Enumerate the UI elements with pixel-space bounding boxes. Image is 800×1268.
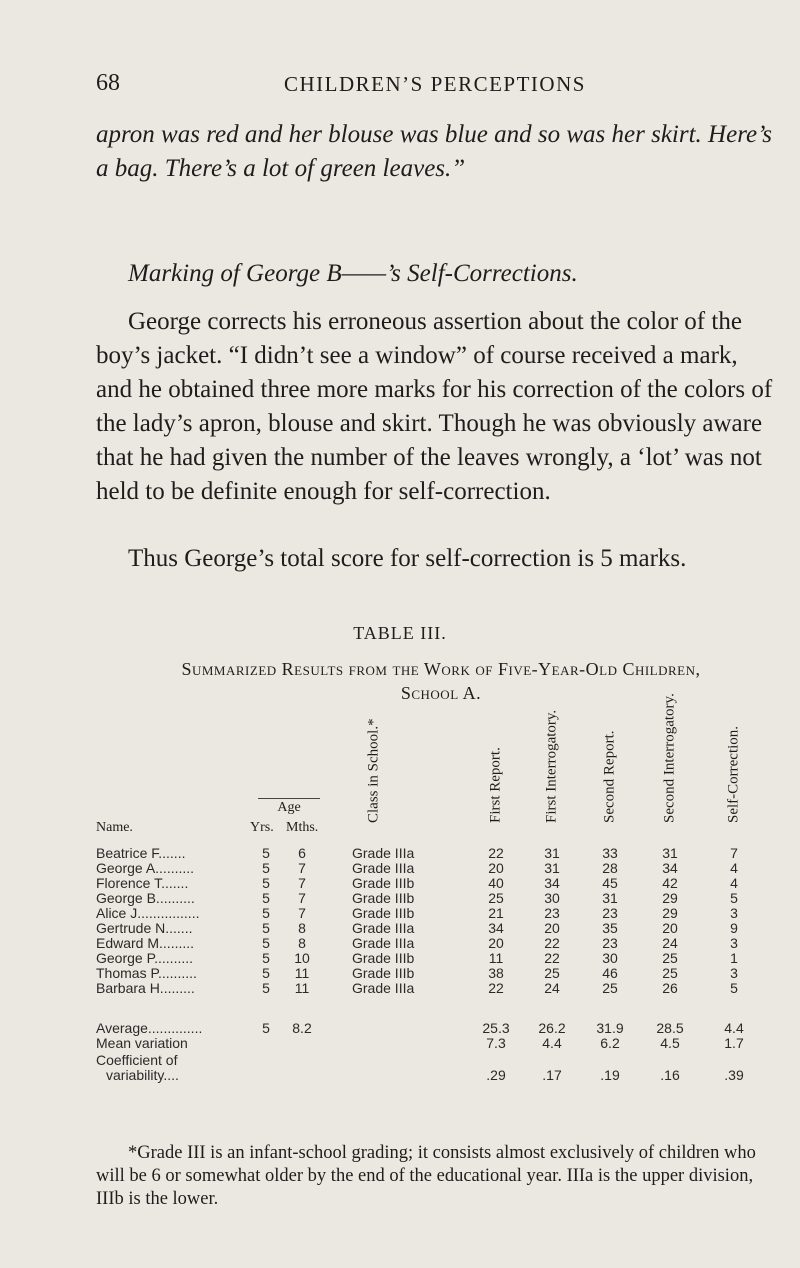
table-row — [0, 935, 800, 950]
coef-first-report: .29 — [486, 1067, 506, 1083]
cell-name: Beatrice F....... — [96, 845, 186, 861]
cell-mths: 6 — [298, 845, 306, 861]
coef-second-report: .19 — [600, 1067, 620, 1083]
coef-first-interrogatory: .17 — [542, 1067, 562, 1083]
header-mths: Mths. — [286, 820, 319, 835]
cell-second-report: 23 — [602, 905, 618, 921]
header-age: Age — [258, 798, 320, 816]
summary-row-mean-variation — [0, 1035, 800, 1050]
cell-class: Grade IIIa — [352, 860, 415, 876]
cell-name: Barbara H......... — [96, 980, 195, 996]
summary-row-coefficient — [0, 1067, 800, 1082]
table-caption-line-1: Summarized Results from the Work of Five-Year-Old Children, — [181, 659, 701, 679]
cell-name: George P.......... — [96, 950, 194, 966]
header-second-report: Second Report. — [601, 730, 618, 823]
coef-second-interrogatory: .16 — [660, 1067, 680, 1083]
cell-first-report: 38 — [488, 965, 504, 981]
summary-row-average — [0, 1020, 800, 1035]
paragraph-george-corrections: George corrects his erroneous assertion about the color of the boy’s jacket. “I didn’t see a window” of course received a mark, and he obtained three more marks for his correction of the colors of the lady’s apron, blouse and skirt. Though he was obviously aware that he had given the number of the leaves wrongly, a ‘lot’ was not held to be definite enough for self-correction. — [96, 308, 773, 505]
cell-self-correction: 3 — [730, 935, 738, 951]
average-mths: 8.2 — [292, 1020, 312, 1036]
cell-yrs: 5 — [262, 935, 270, 951]
cell-first-interrogatory: 24 — [544, 980, 560, 996]
cell-mths: 11 — [294, 980, 310, 996]
table-row — [0, 950, 800, 965]
header-self-correction: Self-Correction. — [725, 725, 742, 823]
running-head: CHILDREN’S PERCEPTIONS — [284, 72, 586, 96]
cell-first-interrogatory: 34 — [544, 875, 560, 891]
cell-name: Florence T....... — [96, 875, 189, 891]
cell-second-report: 45 — [602, 875, 618, 891]
cell-yrs: 5 — [262, 950, 270, 966]
table-footnote: *Grade III is an infant-school grading; it consists almost exclusively of children who will be 6 or somewhat older by the end of the educational year. IIIa is the upper division, IIIb is the lower. — [96, 1143, 756, 1209]
page-header — [96, 70, 770, 100]
cell-first-report: 40 — [488, 875, 504, 891]
cell-second-report: 25 — [602, 980, 618, 996]
cell-class: Grade IIIb — [352, 890, 415, 906]
cell-second-report: 33 — [602, 845, 618, 861]
header-yrs: Yrs. — [250, 820, 274, 835]
table-row — [0, 845, 800, 860]
cell-self-correction: 4 — [730, 875, 738, 891]
cell-self-correction: 7 — [730, 845, 738, 861]
cell-name: Thomas P.......... — [96, 965, 197, 981]
cell-second-interrogatory: 25 — [662, 965, 678, 981]
cell-class: Grade IIIa — [352, 920, 415, 936]
cell-first-report: 11 — [488, 950, 504, 966]
header-first-interrogatory: First Interrogatory. — [543, 709, 560, 823]
cell-second-interrogatory: 26 — [662, 980, 678, 996]
cell-mths: 7 — [298, 875, 306, 891]
cell-mths: 8 — [298, 935, 306, 951]
cell-first-interrogatory: 30 — [544, 890, 560, 906]
table-row — [0, 890, 800, 905]
mv-second-report: 6.2 — [600, 1035, 620, 1051]
cell-self-correction: 5 — [730, 980, 738, 996]
cell-mths: 11 — [294, 965, 310, 981]
summary-row-coefficient-label-1 — [0, 1052, 800, 1067]
cell-mths: 7 — [298, 890, 306, 906]
cell-first-interrogatory: 22 — [544, 950, 560, 966]
cell-class: Grade IIIb — [352, 965, 415, 981]
cell-first-interrogatory: 22 — [544, 935, 560, 951]
average-yrs: 5 — [262, 1020, 270, 1036]
mv-self-correction: 1.7 — [724, 1035, 744, 1051]
cell-first-report: 21 — [488, 905, 504, 921]
table-caption-line-2: School A. — [400, 683, 482, 703]
cell-second-report: 28 — [602, 860, 618, 876]
cell-second-interrogatory: 42 — [662, 875, 678, 891]
cell-second-interrogatory: 25 — [662, 950, 678, 966]
cell-yrs: 5 — [262, 860, 270, 876]
mean-variation-label: Mean variation — [96, 1035, 188, 1051]
cell-mths: 8 — [298, 920, 306, 936]
coefficient-label-line-1: Coefficient of — [96, 1052, 178, 1068]
paragraph-quote-end: apron was red and her blouse was blue and so was her skirt. Here’s a bag. There’s a lot of green leaves.” — [96, 121, 772, 182]
cell-name: Gertrude N....... — [96, 920, 193, 936]
cell-self-correction: 3 — [730, 965, 738, 981]
cell-second-report: 35 — [602, 920, 618, 936]
cell-first-interrogatory: 25 — [544, 965, 560, 981]
cell-yrs: 5 — [262, 980, 270, 996]
cell-yrs: 5 — [262, 890, 270, 906]
cell-first-report: 22 — [488, 845, 504, 861]
table-row — [0, 905, 800, 920]
cell-name: George A.......... — [96, 860, 195, 876]
table-row — [0, 980, 800, 995]
mv-first-report: 7.3 — [486, 1035, 506, 1051]
cell-first-report: 20 — [488, 935, 504, 951]
header-second-interrogatory: Second Interrogatory. — [661, 693, 678, 823]
table-title: TABLE III. — [353, 623, 447, 643]
cell-name: Edward M......... — [96, 935, 195, 951]
cell-yrs: 5 — [262, 845, 270, 861]
cell-name: Alice J................ — [96, 905, 200, 921]
header-name: Name. — [96, 820, 133, 835]
cell-self-correction: 1 — [730, 950, 738, 966]
table-row — [0, 920, 800, 935]
table-row — [0, 875, 800, 890]
cell-first-report: 25 — [488, 890, 504, 906]
average-first-interrogatory: 26.2 — [538, 1020, 566, 1036]
average-self-correction: 4.4 — [724, 1020, 744, 1036]
cell-second-report: 30 — [602, 950, 618, 966]
coefficient-label-line-2: variability.... — [106, 1067, 179, 1083]
cell-class: Grade IIIb — [352, 905, 415, 921]
cell-second-interrogatory: 20 — [662, 920, 678, 936]
section-heading: Marking of George B——’s Self-Corrections. — [128, 260, 578, 287]
mv-first-interrogatory: 4.4 — [542, 1035, 562, 1051]
average-second-interrogatory: 28.5 — [656, 1020, 684, 1036]
average-first-report: 25.3 — [482, 1020, 510, 1036]
cell-class: Grade IIIb — [352, 875, 415, 891]
cell-class: Grade IIIb — [352, 950, 415, 966]
cell-first-interrogatory: 31 — [544, 860, 560, 876]
cell-first-report: 34 — [488, 920, 504, 936]
coef-self-correction: .39 — [724, 1067, 744, 1083]
cell-yrs: 5 — [262, 905, 270, 921]
cell-first-report: 20 — [488, 860, 504, 876]
cell-yrs: 5 — [262, 875, 270, 891]
cell-second-interrogatory: 29 — [662, 905, 678, 921]
cell-first-report: 22 — [488, 980, 504, 996]
cell-second-interrogatory: 34 — [662, 860, 678, 876]
cell-yrs: 5 — [262, 920, 270, 936]
header-first-report: First Report. — [487, 747, 504, 823]
cell-name: George B.......... — [96, 890, 195, 906]
cell-first-interrogatory: 20 — [544, 920, 560, 936]
page-number: 68 — [96, 70, 120, 96]
cell-second-interrogatory: 31 — [662, 845, 678, 861]
cell-second-report: 46 — [602, 965, 618, 981]
cell-class: Grade IIIa — [352, 935, 415, 951]
average-label: Average.............. — [96, 1020, 203, 1036]
cell-second-report: 31 — [602, 890, 618, 906]
cell-second-interrogatory: 24 — [662, 935, 678, 951]
table-row — [0, 965, 800, 980]
cell-mths: 7 — [298, 905, 306, 921]
average-second-report: 31.9 — [596, 1020, 624, 1036]
cell-self-correction: 4 — [730, 860, 738, 876]
cell-self-correction: 3 — [730, 905, 738, 921]
cell-second-report: 23 — [602, 935, 618, 951]
paragraph-total-score: Thus George’s total score for self-correction is 5 marks. — [128, 545, 687, 572]
cell-yrs: 5 — [262, 965, 270, 981]
cell-self-correction: 9 — [730, 920, 738, 936]
cell-first-interrogatory: 31 — [544, 845, 560, 861]
cell-class: Grade IIIa — [352, 980, 415, 996]
header-class: Class in School.* — [365, 718, 382, 823]
cell-second-interrogatory: 29 — [662, 890, 678, 906]
table-row — [0, 860, 800, 875]
cell-self-correction: 5 — [730, 890, 738, 906]
cell-first-interrogatory: 23 — [544, 905, 560, 921]
cell-mths: 7 — [298, 860, 306, 876]
cell-mths: 10 — [294, 950, 310, 966]
cell-class: Grade IIIa — [352, 845, 415, 861]
mv-second-interrogatory: 4.5 — [660, 1035, 680, 1051]
